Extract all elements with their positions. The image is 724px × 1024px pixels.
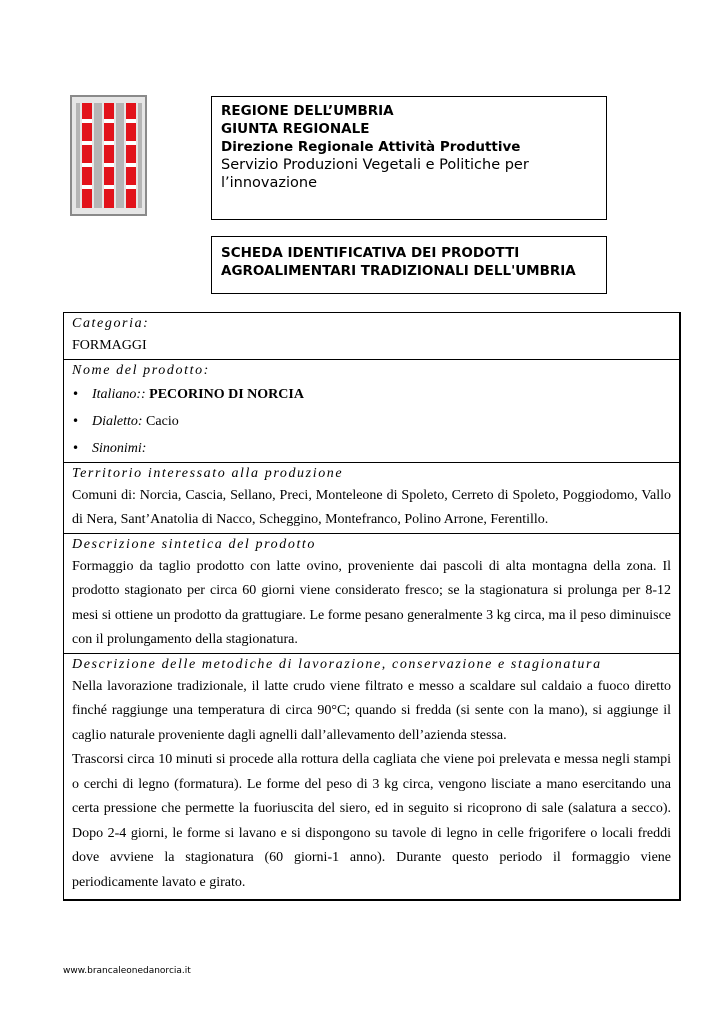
metodiche-paragraph-1: Nella lavorazione tradizionale, il latte crudo viene filtrato e messo a scaldare sul caldaio a fuoco diretto finché raggiunge una temperatura di circa 90°C; quando si fredda (si sente con la mano), si aggiunge il caglio naturale proveniente dagli agnelli dall’allevamento dell’azienda stessa. [72, 678, 671, 743]
italiano-value: PECORINO DI NORCIA [149, 386, 304, 402]
nome-list [72, 381, 671, 462]
sinonimi-label: Sinonimi: [92, 440, 147, 456]
list-item [72, 381, 671, 408]
dialetto-label: Dialetto: [92, 413, 143, 429]
descrizione-label: Descrizione sintetica del prodotto [72, 536, 317, 552]
territorio-label: Territorio interessato alla produzione [72, 465, 344, 481]
service-name-cont: l’innovazione [221, 175, 318, 191]
council-name: GIUNTA REGIONALE [221, 121, 370, 137]
territorio-section [64, 463, 679, 534]
list-item [72, 435, 671, 462]
header-box [211, 96, 607, 220]
metodiche-section [64, 654, 679, 900]
metodiche-paragraph-2: Trascorsi circa 10 minuti si procede alla rottura della cagliata che viene poi prelevata e messa negli stampi o cerchi di legno (formatura). Le forme del peso di 3 kg circa, vengono lisciate a mano esercitando una certa pressione che permette la fuoriuscita del siero, ed in seguito si ricoprono di sale (salatura a secco). Dopo 2-4 giorni, le forme si lavano e si dispongono su tavole di legno in celle frigorifere o locali freddi dove avviene la stagionatura (60 giorni-1 anno). Durante questo periodo il formaggio viene periodicamente lavato e girato. [72, 752, 671, 890]
categoria-section [64, 313, 679, 360]
title-box [211, 236, 607, 294]
document-title-line2: AGROALIMENTARI TRADIZIONALI DELL'UMBRIA [221, 263, 576, 279]
metodiche-label: Descrizione delle metodiche di lavorazione, conservazione e stagionatura [72, 656, 602, 672]
umbria-ceri-icon [72, 97, 145, 214]
dialetto-value: Cacio [146, 413, 179, 429]
product-sheet-table [63, 312, 681, 901]
service-name: Servizio Produzioni Vegetali e Politiche per [221, 157, 529, 173]
categoria-label: Categoria: [72, 316, 150, 331]
italiano-label: Italiano:: [92, 386, 146, 402]
descrizione-section [64, 534, 679, 654]
list-item [72, 408, 671, 435]
nome-label: Nome del prodotto: [72, 362, 210, 378]
region-name: REGIONE DELL’UMBRIA [221, 103, 394, 119]
directorate-name: Direzione Regionale Attività Produttive [221, 139, 521, 155]
descrizione-text: Formaggio da taglio prodotto con latte ovino, proveniente dai pascoli di alta montagna della zona. Il prodotto stagionato per circa 60 giorni viene considerato fresco; se la stagionatura si prolunga per 8-12 mesi si ottiene un prodotto da grattugiare. Le forme pesano generalmente 3 kg circa, ma il peso diminuisce con il prolungamento della stagionatura. [72, 558, 671, 647]
footer-url: www.brancaleonedanorcia.it [63, 966, 191, 976]
region-logo [70, 95, 147, 216]
document-title-line1: SCHEDA IDENTIFICATIVA DEI PRODOTTI [221, 245, 520, 261]
territorio-text: Comuni di: Norcia, Cascia, Sellano, Preci, Monteleone di Spoleto, Cerreto di Spoleto, Poggiodomo, Vallo di Nera, Sant’Anatolia di Nacco, Scheggino, Montefranco, Polino Arrone, Ferentillo. [72, 487, 671, 527]
categoria-value: FORMAGGI [72, 338, 147, 353]
nome-section [64, 360, 679, 463]
